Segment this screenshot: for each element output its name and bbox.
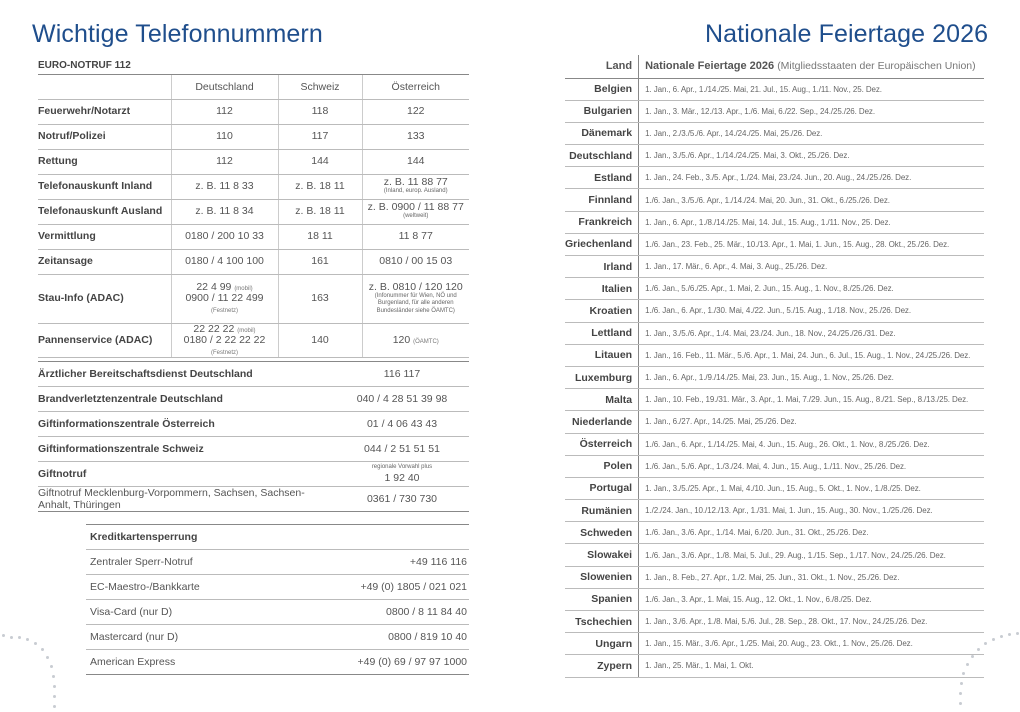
right-page (510, 0, 1020, 712)
holiday-dates: 1./6. Jan., 3./6. Apr., 1./14. Mai, 6./20. Jun., 31. Okt., 25./26. Dez. (639, 522, 984, 544)
country-name: Deutschland (565, 145, 639, 167)
cell-note: (Festnetz) (210, 308, 238, 314)
table-row (565, 566, 984, 588)
holiday-dates: 1./6. Jan., 3./6. Apr., 1./8. Mai, 5. Jul., 29. Aug., 1./15. Sep., 1./17. Nov., 24./25./26. Dez. (639, 544, 984, 566)
holiday-dates: 1. Jan., 16. Feb., 11. Mär., 5./6. Apr., 1. Mai, 24. Jun., 6. Jul., 15. Aug., 1. Nov., 24./25./26. Dez. (639, 344, 984, 366)
table-row: Feuerwehr/Notarzt 112 118 122 (38, 99, 469, 124)
holiday-dates: 1./6. Jan., 5./6. Apr., 1./3./24. Mai, 4. Jun., 15. Aug., 1./11. Nov., 25./26. Dez. (639, 455, 984, 477)
table-row (565, 145, 984, 167)
table-row (565, 522, 984, 544)
cell-note: regionale Vorwahl plus (371, 464, 433, 471)
cell-note: (Inland, europ. Ausland) (383, 188, 448, 195)
table-row (565, 433, 984, 455)
table-row (565, 322, 984, 344)
country-name: Schweden (565, 522, 639, 544)
holiday-dates: 1. Jan., 6. Apr., 1./14./25. Mai, 21. Jul., 15. Aug., 1./11. Nov., 25. Dez. (639, 78, 984, 100)
table-row: Vermittlung 0180 / 200 10 33 18 11 11 8 77 (38, 224, 469, 249)
table-row: Giftnotruf regionale Vorwahl plus 1 92 40 (38, 462, 469, 487)
notruf-table (38, 58, 469, 358)
holiday-dates: 1./6. Jan., 3./5./6. Apr., 1./14./24. Mai, 20. Jun., 31. Okt., 6./25./26. Dez. (639, 189, 984, 211)
kredit-heading: Kreditkartensperrung (86, 525, 469, 550)
table-row (565, 411, 984, 433)
table-row: Telefonauskunft Inland z. B. 11 8 33 z. B. 18 11 z. B. 11 88 77 (Inland, europ. Ausland) (38, 174, 469, 199)
table-row: Ärztlicher Bereitschaftsdienst Deutschland 116 117 (38, 362, 469, 387)
holiday-dates: 1. Jan., 3./5./6. Apr., 1./4. Mai, 23./24. Jun., 18. Nov., 24./25./26./31. Dez. (639, 322, 984, 344)
table-row: Brandverletztenzentrale Deutschland 040 / 4 28 51 39 98 (38, 387, 469, 412)
country-name: Malta (565, 389, 639, 411)
table-row: Giftnotruf Mecklenburg-Vorpommern, Sachsen, Sachsen-Anhalt, Thüringen 0361 / 730 730 (38, 487, 469, 512)
cell-value: 0180 / 2 22 22 22 (183, 333, 266, 346)
table-row (565, 655, 984, 677)
table-row (565, 189, 984, 211)
table-row (565, 256, 984, 278)
table-row: Visa-Card (nur D) 0800 / 8 11 84 40 (86, 600, 469, 625)
country-name: Rumänien (565, 500, 639, 522)
country-name: Frankreich (565, 211, 639, 233)
holiday-dates: 1. Jan., 15. Mär., 3./6. Apr., 1./25. Mai, 20. Aug., 23. Okt., 1. Nov., 25./26. Dez. (639, 633, 984, 655)
country-name: Ungarn (565, 633, 639, 655)
country-name: Lettland (565, 322, 639, 344)
decorative-dots-left (0, 620, 70, 712)
col-schweiz: Schweiz (278, 74, 362, 99)
services-table (38, 361, 469, 512)
holiday-dates: 1. Jan., 3./5./6. Apr., 1./14./24./25. Mai, 3. Okt., 25./26. Dez. (639, 145, 984, 167)
country-name: Slowakei (565, 544, 639, 566)
table-row (565, 366, 984, 388)
cell-value: 120 (392, 333, 411, 346)
country-name: Portugal (565, 477, 639, 499)
holiday-dates: 1. Jan., 10. Feb., 19./31. Mär., 3. Apr., 1. Mai, 7./29. Jun., 15. Aug., 8./21. Sep., 8./13./25. Dez. (639, 389, 984, 411)
kreditkarten-table (86, 524, 469, 675)
cell-note: (mobil) (237, 327, 256, 334)
country-name: Dänemark (565, 122, 639, 144)
country-name: Belgien (565, 78, 639, 100)
table-row: Pannenservice (ADAC) 22 22 22 (mobil) 0180 / 2 22 22 22 (Festnetz) 140 120 (ÖAMTC) (38, 323, 469, 357)
page-title-left: Wichtige Telefonnummern (32, 20, 323, 48)
table-row (565, 344, 984, 366)
table-row (565, 389, 984, 411)
holiday-dates: 1. Jan., 25. Mär., 1. Mai, 1. Okt. (639, 655, 984, 677)
table-row (565, 100, 984, 122)
col-empty (38, 74, 171, 99)
country-name: Griechenland (565, 233, 639, 255)
table-row (565, 588, 984, 610)
cell-note: (mobil) (234, 285, 253, 292)
cell-value: 1 92 40 (384, 471, 420, 484)
cell-note: (ÖAMTC) (413, 338, 439, 345)
country-name: Luxemburg (565, 366, 639, 388)
feiertage-table (565, 55, 984, 678)
holiday-dates: 1./6. Jan., 23. Feb., 25. Mär., 10./13. Apr., 1. Mai, 1. Jun., 15. Aug., 28. Okt., 25./26. Dez. (639, 233, 984, 255)
table-row (565, 455, 984, 477)
table-row: Zeitansage 0180 / 4 100 100 161 0810 / 00 15 03 (38, 249, 469, 274)
holiday-dates: 1. Jan., 6./27. Apr., 14./25. Mai, 25./26. Dez. (639, 411, 984, 433)
holiday-dates: 1./6. Jan., 5./6./25. Apr., 1. Mai, 2. Jun., 15. Aug., 1. Nov., 8./25./26. Dez. (639, 278, 984, 300)
country-name: Slowenien (565, 566, 639, 588)
table-row: Stau-Info (ADAC) 22 4 99 (mobil) 0900 / 11 22 499 (Festnetz) 163 z. B. 0810 / 120 120 (Infonummer für Wien, NÖ und Burgenland, für alle anderen Bundesländer siehe ÖAMTC) (38, 274, 469, 323)
holiday-dates: 1. Jan., 24. Feb., 3./5. Apr., 1./24. Mai, 23./24. Jun., 20. Aug., 24./25./26. Dez. (639, 167, 984, 189)
holiday-dates: 1./6. Jan., 6. Apr., 1./14./25. Mai, 4. Jun., 15. Aug., 26. Okt., 1. Nov., 8./25./26. Dez. (639, 433, 984, 455)
holiday-dates: 1. Jan., 17. Mär., 6. Apr., 4. Mai, 3. Aug., 25./26. Dez. (639, 256, 984, 278)
notruf-heading: EURO-NOTRUF 112 (38, 58, 469, 74)
country-name: Kroatien (565, 300, 639, 322)
holiday-dates: 1. Jan., 6. Apr., 1./8./14./25. Mai, 14. Jul., 15. Aug., 1./11. Nov., 25. Dez. (639, 211, 984, 233)
table-row (565, 122, 984, 144)
holiday-dates: 1. Jan., 3./6. Apr., 1./8. Mai, 5./6. Jul., 28. Sep., 28. Okt., 17. Nov., 24./25./26. Dez. (639, 611, 984, 633)
table-row (565, 544, 984, 566)
page-title-right: Nationale Feiertage 2026 (705, 20, 989, 48)
holiday-dates: 1. Jan., 3./5./25. Apr., 1. Mai, 4./10. Jun., 15. Aug., 5. Okt., 1. Nov., 1./8./25. Dez. (639, 477, 984, 499)
country-name: Polen (565, 455, 639, 477)
table-row: Zentraler Sperr-Notruf +49 116 116 (86, 550, 469, 575)
country-name: Litauen (565, 344, 639, 366)
holiday-dates: 1./6. Jan., 6. Apr., 1./30. Mai, 4./22. Jun., 5./15. Aug., 1./18. Nov., 25./26. Dez. (639, 300, 984, 322)
col-oesterreich: Österreich (362, 74, 469, 99)
table-row (565, 167, 984, 189)
table-row (565, 211, 984, 233)
table-row (565, 300, 984, 322)
holiday-dates: 1. Jan., 3. Mär., 12./13. Apr., 1./6. Mai, 6./22. Sep., 24./25./26. Dez. (639, 100, 984, 122)
holiday-dates: 1./6. Jan., 3. Apr., 1. Mai, 15. Aug., 12. Okt., 1. Nov., 6./8./25. Dez. (639, 588, 984, 610)
cell-value: z. B. 0900 / 11 88 77 (367, 201, 464, 214)
table-row: Giftinformationszentrale Schweiz 044 / 2 51 51 51 (38, 437, 469, 462)
table-row: American Express +49 (0) 69 / 97 97 1000 (86, 650, 469, 675)
country-name: Italien (565, 278, 639, 300)
table-row (565, 500, 984, 522)
cell-note: (Infonummer für Wien, NÖ und Burgenland, für alle anderen Bundesländer siehe ÖAMTC) (374, 293, 457, 314)
country-name: Tschechien (565, 611, 639, 633)
cell-value: 0900 / 11 22 499 (185, 291, 264, 304)
decorative-dots-right (940, 630, 1020, 712)
holiday-dates: 1./2./24. Jan., 10./12./13. Apr., 1./31. Mai, 1. Jun., 15. Aug., 30. Nov., 1./25./26. Dez. (639, 500, 984, 522)
cell-note: (weltweit) (403, 213, 429, 220)
table-row (565, 611, 984, 633)
table-row (565, 78, 984, 100)
table-row: EC-Maestro-/Bankkarte +49 (0) 1805 / 021 021 (86, 575, 469, 600)
col-deutschland: Deutschland (171, 74, 278, 99)
table-row: Telefonauskunft Ausland z. B. 11 8 34 z. B. 18 11 z. B. 0900 / 11 88 77 (weltweit) (38, 199, 469, 224)
table-row: Giftinformationszentrale Österreich 01 / 4 06 43 43 (38, 412, 469, 437)
country-name: Niederlande (565, 411, 639, 433)
col-feiertage-label: Nationale Feiertage 2026 (645, 60, 775, 73)
country-name: Österreich (565, 433, 639, 455)
cell-value: 22 4 99 (196, 280, 232, 293)
holiday-dates: 1. Jan., 8. Feb., 27. Apr., 1./2. Mai, 25. Jun., 31. Okt., 1. Nov., 25./26. Dez. (639, 566, 984, 588)
table-row (565, 233, 984, 255)
country-name: Zypern (565, 655, 639, 677)
cell-value: z. B. 11 88 77 (383, 176, 448, 189)
cell-value: z. B. 0810 / 120 120 (368, 281, 463, 294)
country-name: Estland (565, 167, 639, 189)
holiday-dates: 1. Jan., 2./3./5./6. Apr., 14./24./25. Mai, 25./26. Dez. (639, 122, 984, 144)
cell-note: (Festnetz) (210, 349, 238, 356)
cell-value: 22 22 22 (193, 322, 235, 335)
col-feiertage-sub: (Mitgliedsstaaten der Europäischen Union) (777, 60, 976, 73)
country-name: Irland (565, 256, 639, 278)
country-name: Spanien (565, 588, 639, 610)
table-row: Mastercard (nur D) 0800 / 819 10 40 (86, 625, 469, 650)
col-feiertage (639, 55, 984, 78)
country-name: Bulgarien (565, 100, 639, 122)
table-row (565, 278, 984, 300)
table-row: Notruf/Polizei 110 117 133 (38, 124, 469, 149)
table-row (565, 477, 984, 499)
col-land: Land (565, 55, 639, 78)
table-row: Rettung 112 144 144 (38, 149, 469, 174)
country-name: Finnland (565, 189, 639, 211)
table-row (565, 633, 984, 655)
holiday-dates: 1. Jan., 6. Apr., 1./9./14./25. Mai, 23. Jun., 15. Aug., 1. Nov., 25./26. Dez. (639, 366, 984, 388)
